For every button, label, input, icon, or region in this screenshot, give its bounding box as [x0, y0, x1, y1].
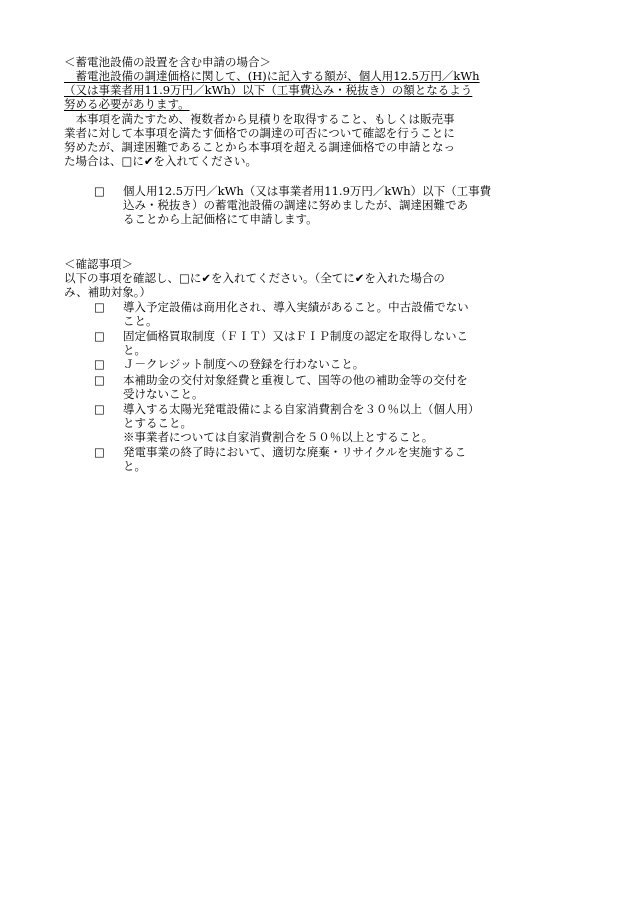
price-confirmation-line3: ることから上記価格にて申請します。 — [123, 212, 318, 226]
section1-para2-line4: た場合は、□に✔を入れてください。 — [64, 154, 257, 168]
section1-para2-line1: 本事項を満たすため、複数者から見積りを取得すること、もしくは販売事 — [64, 112, 455, 126]
confirm-item-4-line1: 本補助金の交付対象経費と重複して、国等の他の補助金等の交付を — [123, 373, 468, 387]
confirm-item-2-line2: と。 — [123, 343, 146, 357]
section1-para1-line3: 努める必要があります。 — [64, 97, 190, 111]
confirm-item-2-line1: 固定価格買取制度（ＦＩＴ）又はＦＩＰ制度の認定を取得しないこ — [123, 329, 468, 343]
confirm-item-5-line1: 導入する太陽光発電設備による自家消費割合を３０％以上（個人用） — [123, 402, 480, 416]
section2-heading: ＜確認事項＞ — [64, 257, 133, 271]
price-confirmation-line2: 込み・税抜き）の蓄電池設備の調達に努めましたが、調達困難であ — [123, 198, 468, 212]
confirm-item-4-line2: 受けないこと。 — [123, 387, 204, 401]
confirm-item-3-line1: Ｊ－クレジット制度への登録を行わないこと。 — [123, 357, 365, 371]
price-confirmation-line1: 個人用12.5万円／kWh（又は事業者用11.9万円／kWh）以下（工事費 — [123, 184, 492, 198]
section1-para1-line1: 蓄電池設備の調達価格に関して、(H)に記入する額が、個人用12.5万円／kWh — [64, 69, 480, 83]
confirm-checkbox-5[interactable]: □ — [94, 402, 105, 416]
confirm-item-6-line2: と。 — [123, 459, 146, 473]
price-confirmation-checkbox[interactable]: □ — [94, 184, 105, 198]
confirm-item-6-line1: 発電事業の終了時において、適切な廃棄・リサイクルを実施するこ — [123, 445, 467, 459]
confirm-item-5-note: ※事業者については自家消費割合を５０％以上とすること。 — [123, 430, 434, 444]
confirm-checkbox-2[interactable]: □ — [94, 329, 105, 343]
section2-intro-line2: み、補助対象。） — [64, 285, 151, 299]
section1-para2-line3: 努めたが、調達困難であることから本事項を超える調達価格での申請となっ — [64, 140, 455, 154]
confirm-item-5-line2: とすること。 — [123, 416, 192, 430]
section1-para2-line2: 業者に対して本事項を満たす価格での調達の可否について確認を行うことに — [64, 126, 455, 140]
confirm-item-1-line2: こと。 — [123, 314, 158, 328]
confirm-checkbox-3[interactable]: □ — [94, 357, 105, 371]
section2-intro-line1: 以下の事項を確認し、□に✔を入れてください。（全てに✔を入れた場合の — [64, 271, 445, 285]
confirm-checkbox-4[interactable]: □ — [94, 373, 105, 387]
confirm-checkbox-6[interactable]: □ — [94, 445, 105, 459]
confirm-checkbox-1[interactable]: □ — [94, 300, 105, 314]
section1-heading: ＜蓄電池設備の設置を含む申請の場合＞ — [64, 55, 271, 69]
confirm-item-1-line1: 導入予定設備は商用化され、導入実績があること。中古設備でない — [123, 300, 469, 314]
section1-para1-line2: （又は事業者用11.9万円／kWh）以下（工事費込み・税抜き）の額となるよう — [64, 83, 473, 97]
